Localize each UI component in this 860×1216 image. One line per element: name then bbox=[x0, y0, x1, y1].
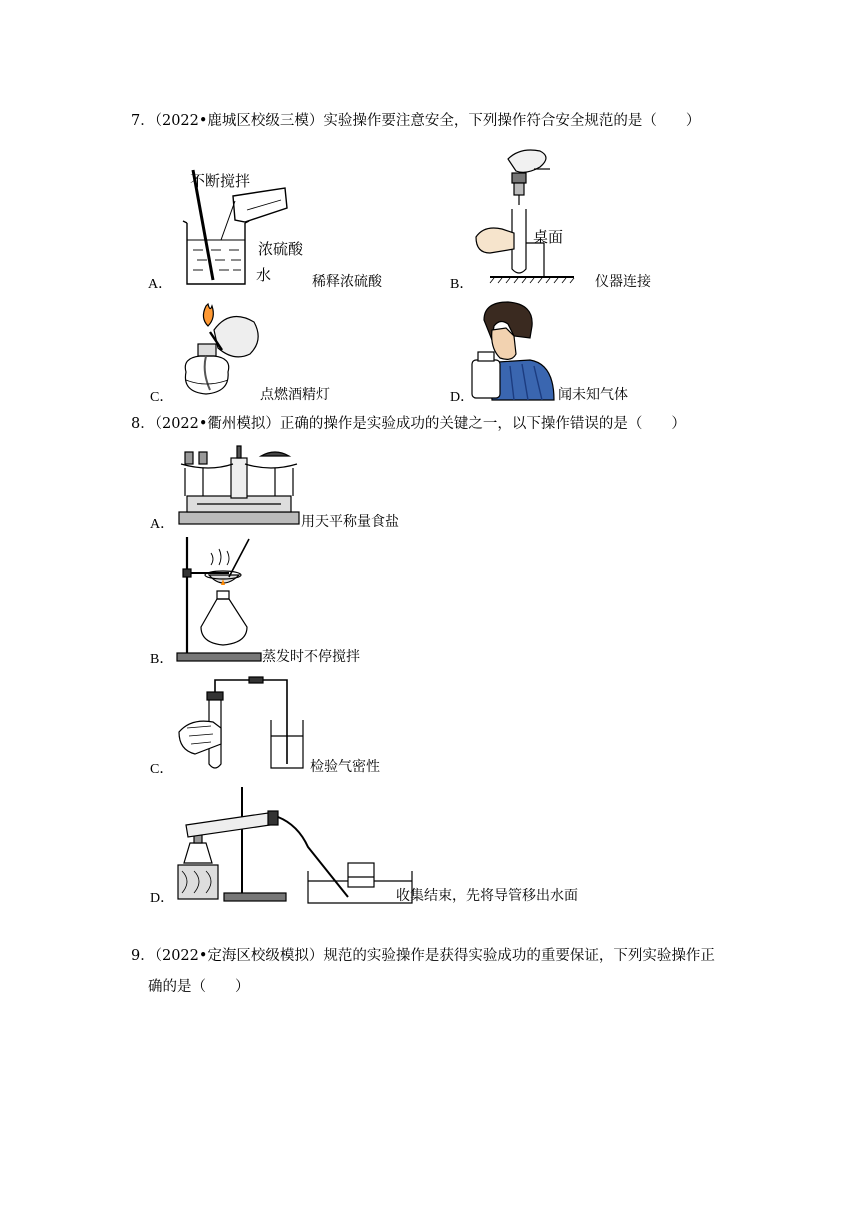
q7-a-acid-label: 浓硫酸 bbox=[258, 240, 304, 258]
q7-a-caption: 稀释浓硫酸 bbox=[312, 274, 382, 290]
q8-b-evaporation-figure bbox=[175, 535, 265, 663]
q8-d-letter[interactable]: D． bbox=[150, 891, 175, 906]
q7-a-letter[interactable]: A． bbox=[148, 277, 173, 292]
q8-a-caption: 用天平称量食盐 bbox=[301, 514, 399, 530]
q7-c-alcohol-lamp-figure bbox=[172, 300, 272, 400]
q7-d-smell-gas-figure bbox=[470, 300, 560, 400]
q7-b-caption: 仪器连接 bbox=[595, 274, 651, 290]
q7-d-letter[interactable]: D． bbox=[450, 390, 475, 405]
q9-stem-line-2: 确的是（ ） bbox=[148, 979, 250, 995]
q9-stem-line-1: 9．（2022•定海区校级模拟）规范的实验操作是获得实验成功的重要保证，下列实验操作正 bbox=[131, 948, 715, 964]
q8-b-letter[interactable]: B． bbox=[150, 652, 174, 667]
q7-b-letter[interactable]: B． bbox=[450, 277, 474, 292]
q8-c-airtightness-figure bbox=[175, 672, 315, 772]
q8-stem: 8．（2022•衢州模拟）正确的操作是实验成功的关键之一，以下操作错误的是（ ） bbox=[131, 416, 686, 432]
q8-d-caption: 收集结束，先将导管移出水面 bbox=[396, 888, 578, 904]
q8-d-gas-collection-figure bbox=[172, 785, 422, 905]
q8-a-letter[interactable]: A． bbox=[150, 517, 175, 532]
q7-d-caption: 闻未知气体 bbox=[558, 387, 628, 403]
q8-a-balance-figure bbox=[175, 442, 303, 528]
q7-c-caption: 点燃酒精灯 bbox=[260, 387, 330, 403]
q7-a-water-label: 水 bbox=[256, 266, 272, 284]
q7-b-test-tube-figure bbox=[470, 145, 580, 280]
q7-c-letter[interactable]: C． bbox=[150, 390, 174, 405]
q8-b-caption: 蒸发时不停搅拌 bbox=[262, 649, 360, 665]
q8-c-caption: 检验气密性 bbox=[310, 759, 380, 775]
q7-b-table-label: 桌面 bbox=[533, 228, 564, 246]
q7-stem: 7．（2022•鹿城区校级三模）实验操作要注意安全，下列操作符合安全规范的是（ ） bbox=[131, 113, 701, 129]
q8-c-letter[interactable]: C． bbox=[150, 762, 174, 777]
q7-a-stir-label: 不断搅拌 bbox=[190, 172, 251, 190]
